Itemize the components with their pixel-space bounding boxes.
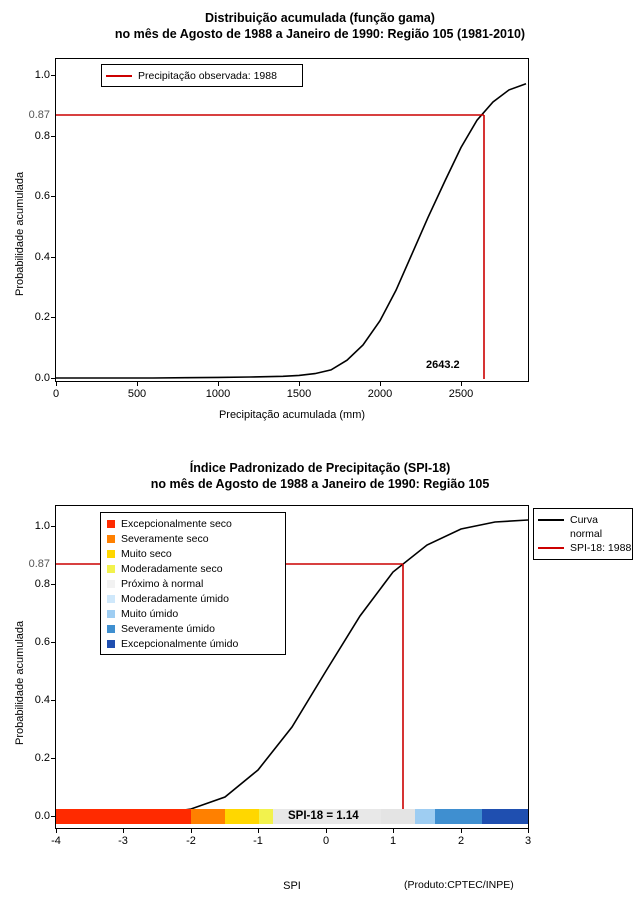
spi-class-3-label: Moderadamente seco bbox=[121, 562, 223, 575]
top-ytick-06: 0.6 bbox=[34, 190, 50, 202]
legend-line-icon bbox=[106, 75, 132, 77]
square-icon bbox=[107, 565, 115, 573]
bottom-xtick-mark-m4 bbox=[56, 828, 57, 833]
top-xtick-mark-2500 bbox=[461, 381, 462, 386]
top-ytick-mark-2 bbox=[51, 257, 56, 258]
top-xtick-0: 0 bbox=[52, 388, 60, 400]
square-icon bbox=[107, 610, 115, 618]
curve-legend-normal-label1: Curva bbox=[570, 514, 599, 526]
bottom-ytick-mark-4 bbox=[51, 584, 56, 585]
bottom-ytick-mark-2 bbox=[51, 700, 56, 701]
cb-seg-severamente-seco bbox=[191, 809, 225, 824]
spi-class-1 bbox=[101, 531, 285, 546]
top-title-line1: Distribuição acumulada (função gama) bbox=[205, 11, 435, 25]
square-icon bbox=[107, 520, 115, 528]
square-icon bbox=[107, 625, 115, 633]
legend-item-observed bbox=[102, 68, 302, 83]
bottom-xtick-0: 0 bbox=[322, 835, 330, 847]
spi-class-7-label: Severamente úmido bbox=[121, 622, 215, 635]
top-xtick-mark-1000 bbox=[218, 381, 219, 386]
spi-class-8 bbox=[101, 636, 285, 651]
top-xtick-mark-0 bbox=[56, 381, 57, 386]
square-icon bbox=[107, 535, 115, 543]
bottom-ytick-10: 1.0 bbox=[34, 520, 50, 532]
spi-class-5-label: Moderadamente úmido bbox=[121, 592, 229, 605]
top-xtick-2500: 2500 bbox=[448, 388, 474, 400]
bottom-xtick-3: 3 bbox=[524, 835, 532, 847]
bottom-title-line1: Índice Padronizado de Precipitação (SPI-18) bbox=[189, 461, 451, 475]
bottom-xtick-mark-1 bbox=[393, 828, 394, 833]
bottom-xtick-mark-0 bbox=[326, 828, 327, 833]
bottom-ytick-02: 0.2 bbox=[34, 752, 50, 764]
spi-class-6-label: Muito úmido bbox=[121, 607, 179, 620]
top-xtick-500: 500 bbox=[127, 388, 147, 400]
bottom-xtick-mark-2 bbox=[461, 828, 462, 833]
top-ytick-04: 0.4 bbox=[34, 251, 50, 263]
cb-seg-moderadamente-seco bbox=[259, 809, 273, 824]
top-ytick-mark-1 bbox=[51, 317, 56, 318]
top-title-line2: no mês de Agosto de 1988 a Janeiro de 1990: Região 105 (1981-2010) bbox=[114, 27, 526, 41]
spi-class-0 bbox=[101, 516, 285, 531]
top-legend bbox=[101, 64, 303, 87]
top-ytick-mark-5 bbox=[51, 75, 56, 76]
bottom-xtick-mark-m3 bbox=[123, 828, 124, 833]
top-xtick-mark-2000 bbox=[380, 381, 381, 386]
bottom-title-line2: no mês de Agosto de 1988 a Janeiro de 1990: Região 105 bbox=[150, 477, 490, 491]
spi-class-2 bbox=[101, 546, 285, 561]
legend-item-observed-label: Precipitação observada: 1988 bbox=[138, 69, 277, 82]
square-icon bbox=[107, 640, 115, 648]
bottom-ytick-mark-5 bbox=[51, 526, 56, 527]
top-ytick-02: 0.2 bbox=[34, 311, 50, 323]
cb-seg-moderadamente-umido bbox=[381, 809, 415, 824]
bottom-xtick-mark-m1 bbox=[258, 828, 259, 833]
top-chart-title bbox=[0, 0, 640, 42]
top-ytick-0: 0.0 bbox=[34, 372, 50, 384]
curve-legend-item-normal-line2 bbox=[534, 527, 632, 541]
bottom-ytick-mark-1 bbox=[51, 758, 56, 759]
top-curve-svg bbox=[56, 59, 528, 381]
top-y-axis-label: Probabilidade acumulada bbox=[14, 171, 26, 296]
bottom-xtick-2: 2 bbox=[457, 835, 465, 847]
bottom-xtick-1: 1 bbox=[389, 835, 397, 847]
spi-class-0-label: Excepcionalmente seco bbox=[121, 517, 232, 530]
spi-class-legend bbox=[100, 512, 286, 655]
bottom-y-axis-label: Probabilidade acumulada bbox=[14, 620, 26, 745]
spi-class-3 bbox=[101, 561, 285, 576]
square-icon bbox=[107, 580, 115, 588]
top-x-axis-label: Precipitação acumulada (mm) bbox=[218, 409, 366, 421]
bottom-highlight-y-label: 0.87 bbox=[28, 558, 50, 570]
curve-legend-spi-label: SPI-18: 1988 bbox=[570, 542, 632, 554]
bottom-xtick-m2: -2 bbox=[186, 835, 196, 847]
top-plot-area bbox=[28, 58, 529, 400]
gamma-cdf-curve bbox=[56, 84, 526, 378]
bottom-xtick-mark-3 bbox=[528, 828, 529, 833]
cb-seg-severamente-umido bbox=[435, 809, 482, 824]
top-ytick-mark-0 bbox=[51, 378, 56, 379]
legend-line-icon bbox=[538, 547, 564, 549]
top-ytick-mark-4 bbox=[51, 136, 56, 137]
curve-legend-normal-label2: normal bbox=[570, 528, 603, 540]
top-xtick-2000: 2000 bbox=[367, 388, 393, 400]
spi-class-4-label: Próximo à normal bbox=[121, 577, 204, 590]
bottom-xtick-m3: -3 bbox=[118, 835, 128, 847]
spi-class-1-label: Severamente seco bbox=[121, 532, 209, 545]
curve-legend-item-normal bbox=[534, 513, 632, 527]
bottom-chart-title bbox=[0, 450, 640, 492]
top-highlight-y-label: 0.87 bbox=[28, 109, 50, 121]
bottom-ytick-06: 0.6 bbox=[34, 636, 50, 648]
bottom-xtick-mark-m2 bbox=[191, 828, 192, 833]
top-xtick-mark-500 bbox=[137, 381, 138, 386]
bottom-xtick-m4: -4 bbox=[51, 835, 61, 847]
top-ytick-10: 1.0 bbox=[34, 69, 50, 81]
curve-legend-item-spi bbox=[534, 541, 632, 555]
bottom-ytick-08: 0.8 bbox=[34, 578, 50, 590]
bottom-x-axis-label: SPI bbox=[283, 880, 301, 892]
top-xtick-1500: 1500 bbox=[286, 388, 312, 400]
bottom-ytick-mark-3 bbox=[51, 642, 56, 643]
bottom-xtick-m1: -1 bbox=[253, 835, 263, 847]
legend-line-icon bbox=[538, 519, 564, 521]
spi-class-6 bbox=[101, 606, 285, 621]
square-icon bbox=[107, 595, 115, 603]
cb-seg-excepcionalmente-seco bbox=[56, 809, 191, 824]
bottom-ytick-04: 0.4 bbox=[34, 694, 50, 706]
cb-seg-excepcionalmente-umido bbox=[482, 809, 528, 824]
top-xtick-1000: 1000 bbox=[205, 388, 231, 400]
spi-class-4 bbox=[101, 576, 285, 591]
bottom-ytick-0: 0.0 bbox=[34, 810, 50, 822]
top-ytick-mark-3 bbox=[51, 196, 56, 197]
square-icon bbox=[107, 550, 115, 558]
spi-class-5 bbox=[101, 591, 285, 606]
spi-class-7 bbox=[101, 621, 285, 636]
top-ytick-08: 0.8 bbox=[34, 130, 50, 142]
spi-value-label: SPI-18 = 1.14 bbox=[288, 810, 359, 822]
spi-class-2-label: Muito seco bbox=[121, 547, 172, 560]
bottom-curve-legend bbox=[533, 508, 633, 560]
top-observed-value-label: 2643.2 bbox=[426, 359, 460, 371]
spi-class-8-label: Excepcionalmente úmido bbox=[121, 637, 239, 650]
cb-seg-muito-seco bbox=[225, 809, 259, 824]
credit-label: (Produto:CPTEC/INPE) bbox=[404, 879, 514, 891]
cb-seg-muito-umido bbox=[415, 809, 435, 824]
top-xtick-mark-1500 bbox=[299, 381, 300, 386]
